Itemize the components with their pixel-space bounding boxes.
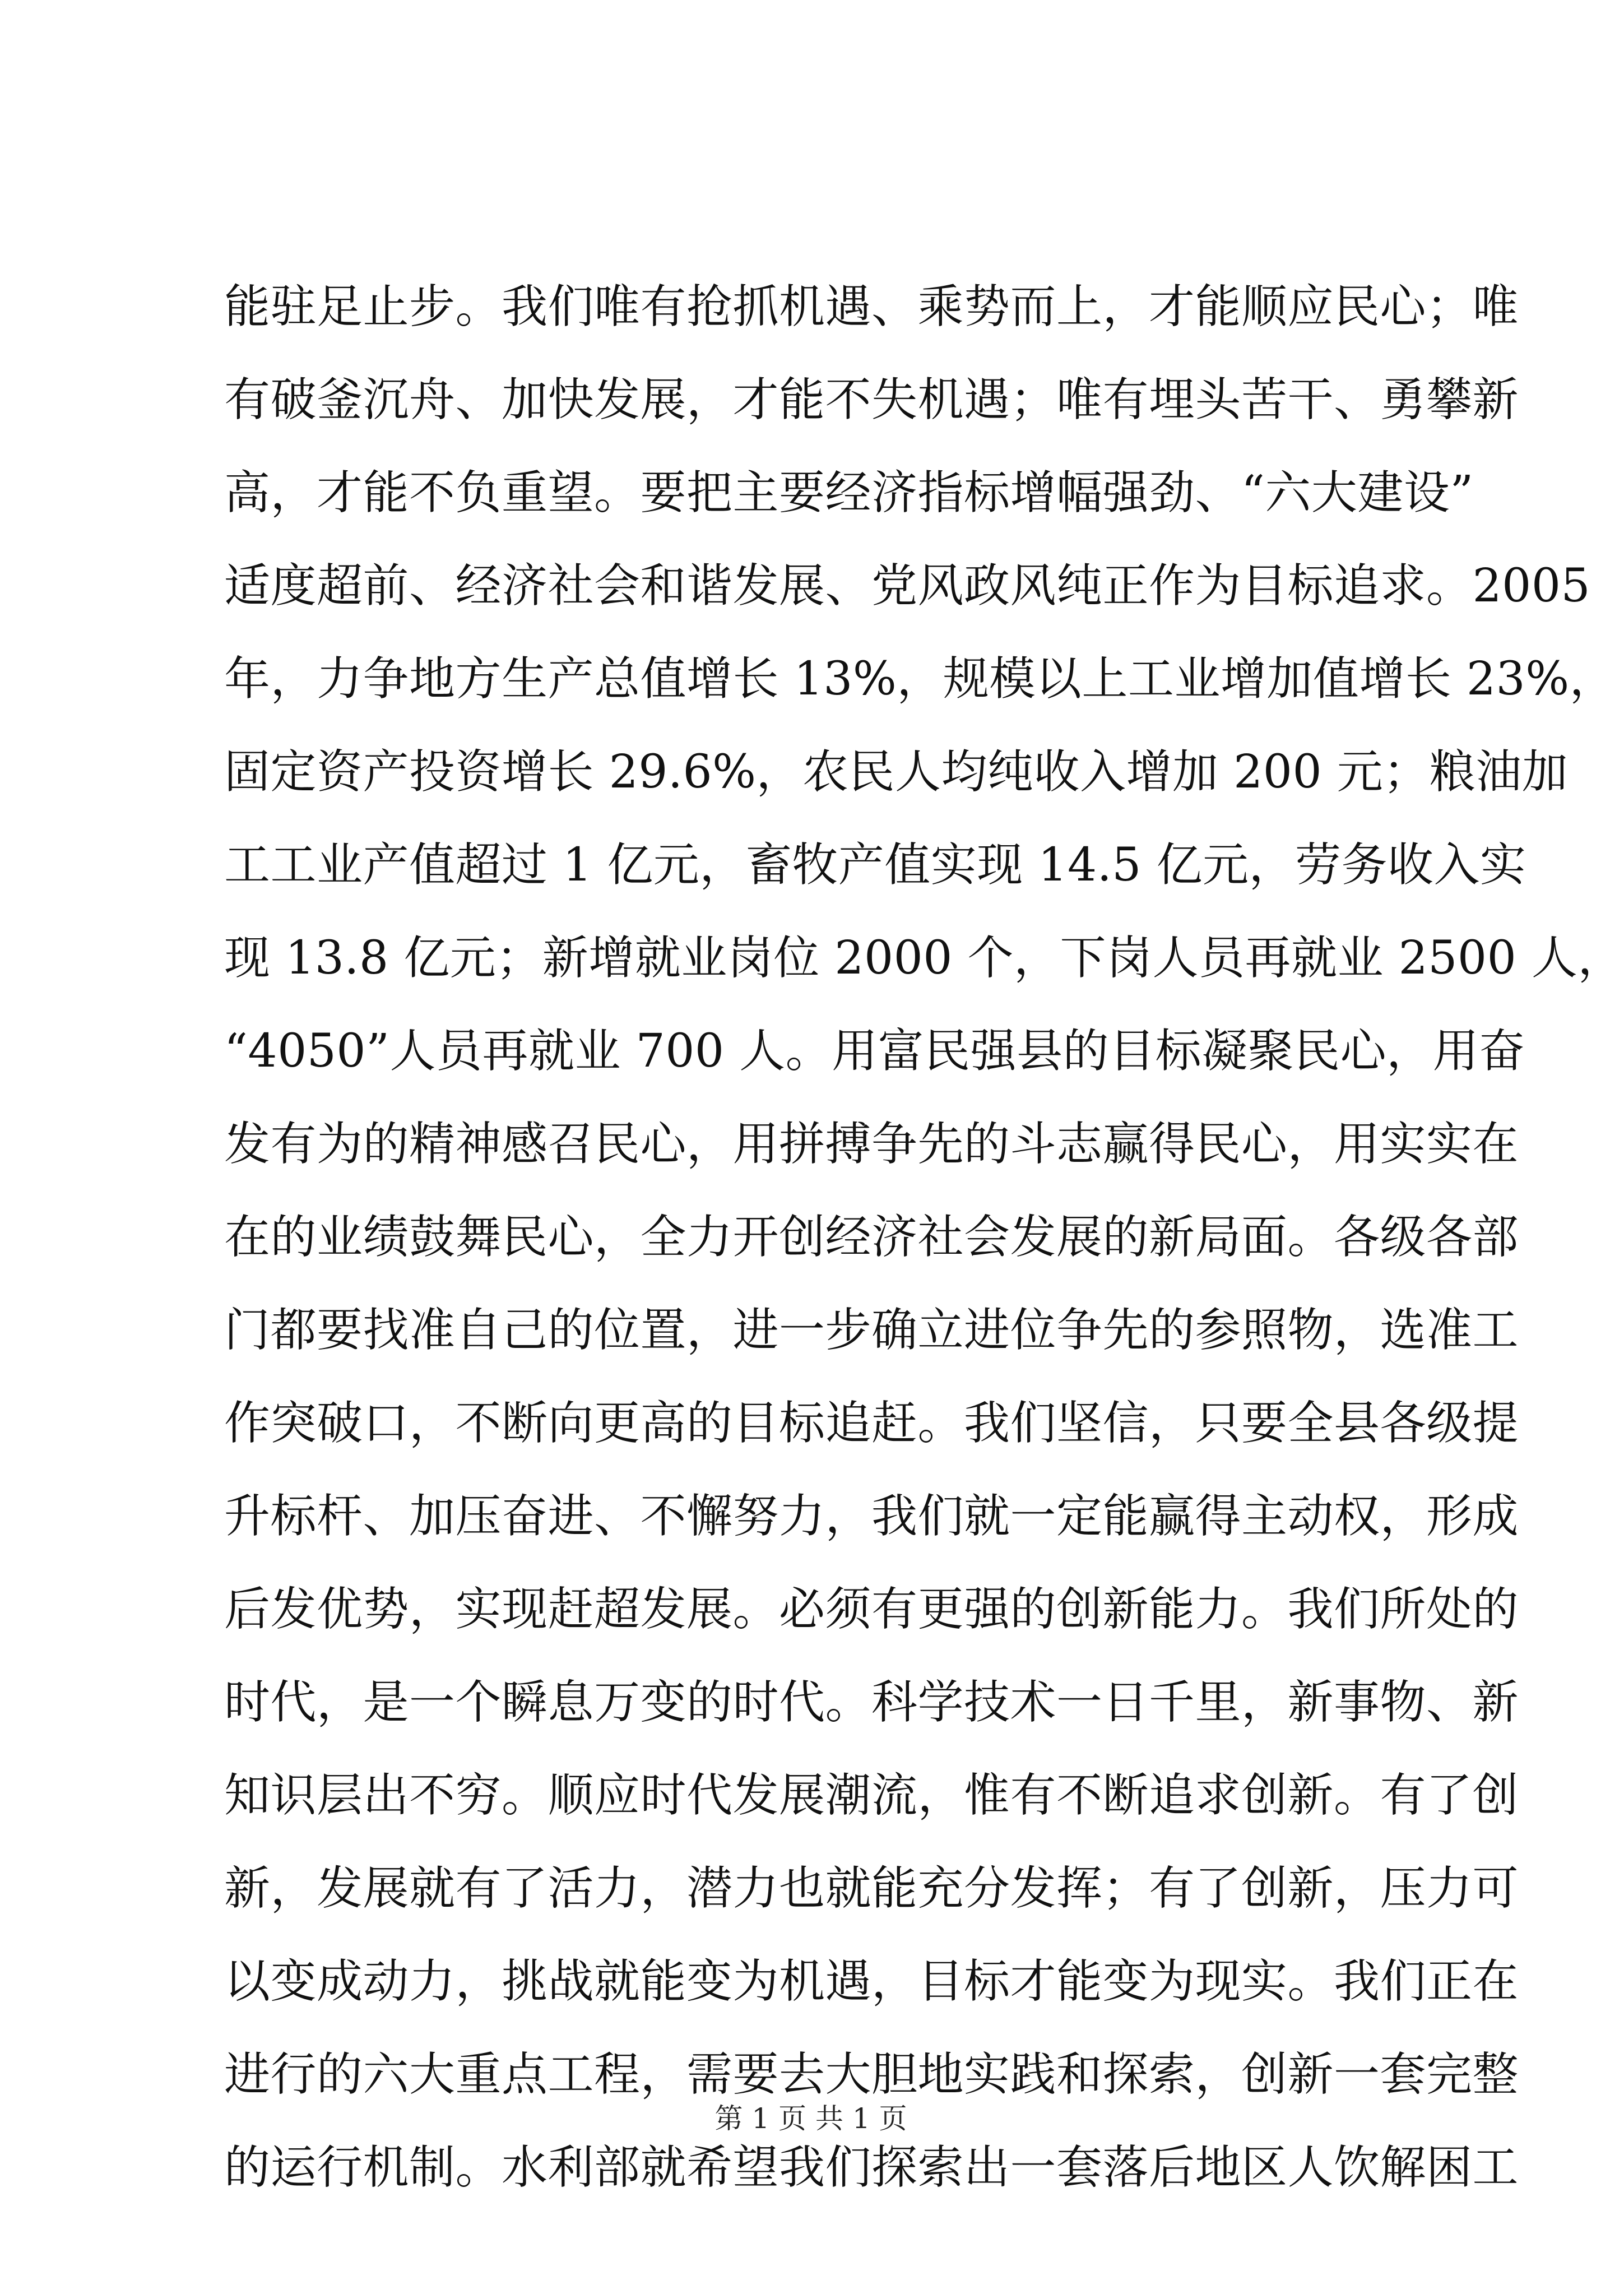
text-line: 高，才能不负重望。要把主要经济指标增幅强劲、“六大建设” [224,466,1474,520]
text-line: 发有为的精神感召民心，用拼搏争先的斗志赢得民心，用实实在 [224,1118,1519,1171]
text-line: 现 13.8 亿元；新增就业岗位 2000 个，下岗人员再就业 2500 人， [224,931,1624,985]
text-line: 固定资产投资增长 29.6%，农民人均纯收入增加 200 元；粮油加 [224,745,1569,799]
page-number-label: 第 1 页 共 1 页 [714,2102,907,2135]
text-line: 知识层出不穷。顺应时代发展潮流，惟有不断追求创新。有了创 [224,1769,1519,1822]
text-line: 适度超前、经济社会和谐发展、党风政风纯正作为目标追求。2005 [224,559,1591,613]
text-line: 以变成动力，挑战就能变为机遇，目标才能变为现实。我们正在 [224,1955,1519,2008]
text-line: 作突破口，不断向更高的目标追赶。我们坚信，只要全县各级提 [224,1397,1519,1450]
text-line: 升标杆、加压奋进、不懈努力，我们就一定能赢得主动权，形成 [224,1490,1519,1543]
page-footer [0,2099,1622,2138]
text-line: 门都要找准自己的位置，进一步确立进位争先的参照物，选准工 [224,1304,1519,1357]
text-line: 工工业产值超过 1 亿元，畜牧产值实现 14.5 亿元，劳务收入实 [224,838,1526,892]
text-line: 进行的六大重点工程，需要去大胆地实践和探索，创新一套完整 [224,2048,1519,2101]
text-line: 时代，是一个瞬息万变的时代。科学技术一日千里，新事物、新 [224,1676,1519,1729]
text-line: 有破釜沉舟、加快发展，才能不失机遇；唯有埋头苦干、勇攀新 [224,373,1519,427]
text-line: 新，发展就有了活力，潜力也就能充分发挥；有了创新，压力可 [224,1862,1519,1915]
body-text [224,261,1624,2214]
text-line: 能驻足止步。我们唯有抢抓机遇、乘势而上，才能顺应民心；唯 [224,280,1519,333]
text-line: “4050”人员再就业 700 人。用富民强县的目标凝聚民心，用奋 [224,1025,1525,1078]
text-line: 后发优势，实现赶超发展。必须有更强的创新能力。我们所处的 [224,1583,1519,1636]
text-line: 的运行机制。水利部就希望我们探索出一套落后地区人饮解困工 [224,2141,1519,2194]
text-line: 在的业绩鼓舞民心，全力开创经济社会发展的新局面。各级各部 [224,1211,1519,1264]
text-line: 年，力争地方生产总值增长 13%，规模以上工业增加值增长 23%， [224,652,1616,706]
